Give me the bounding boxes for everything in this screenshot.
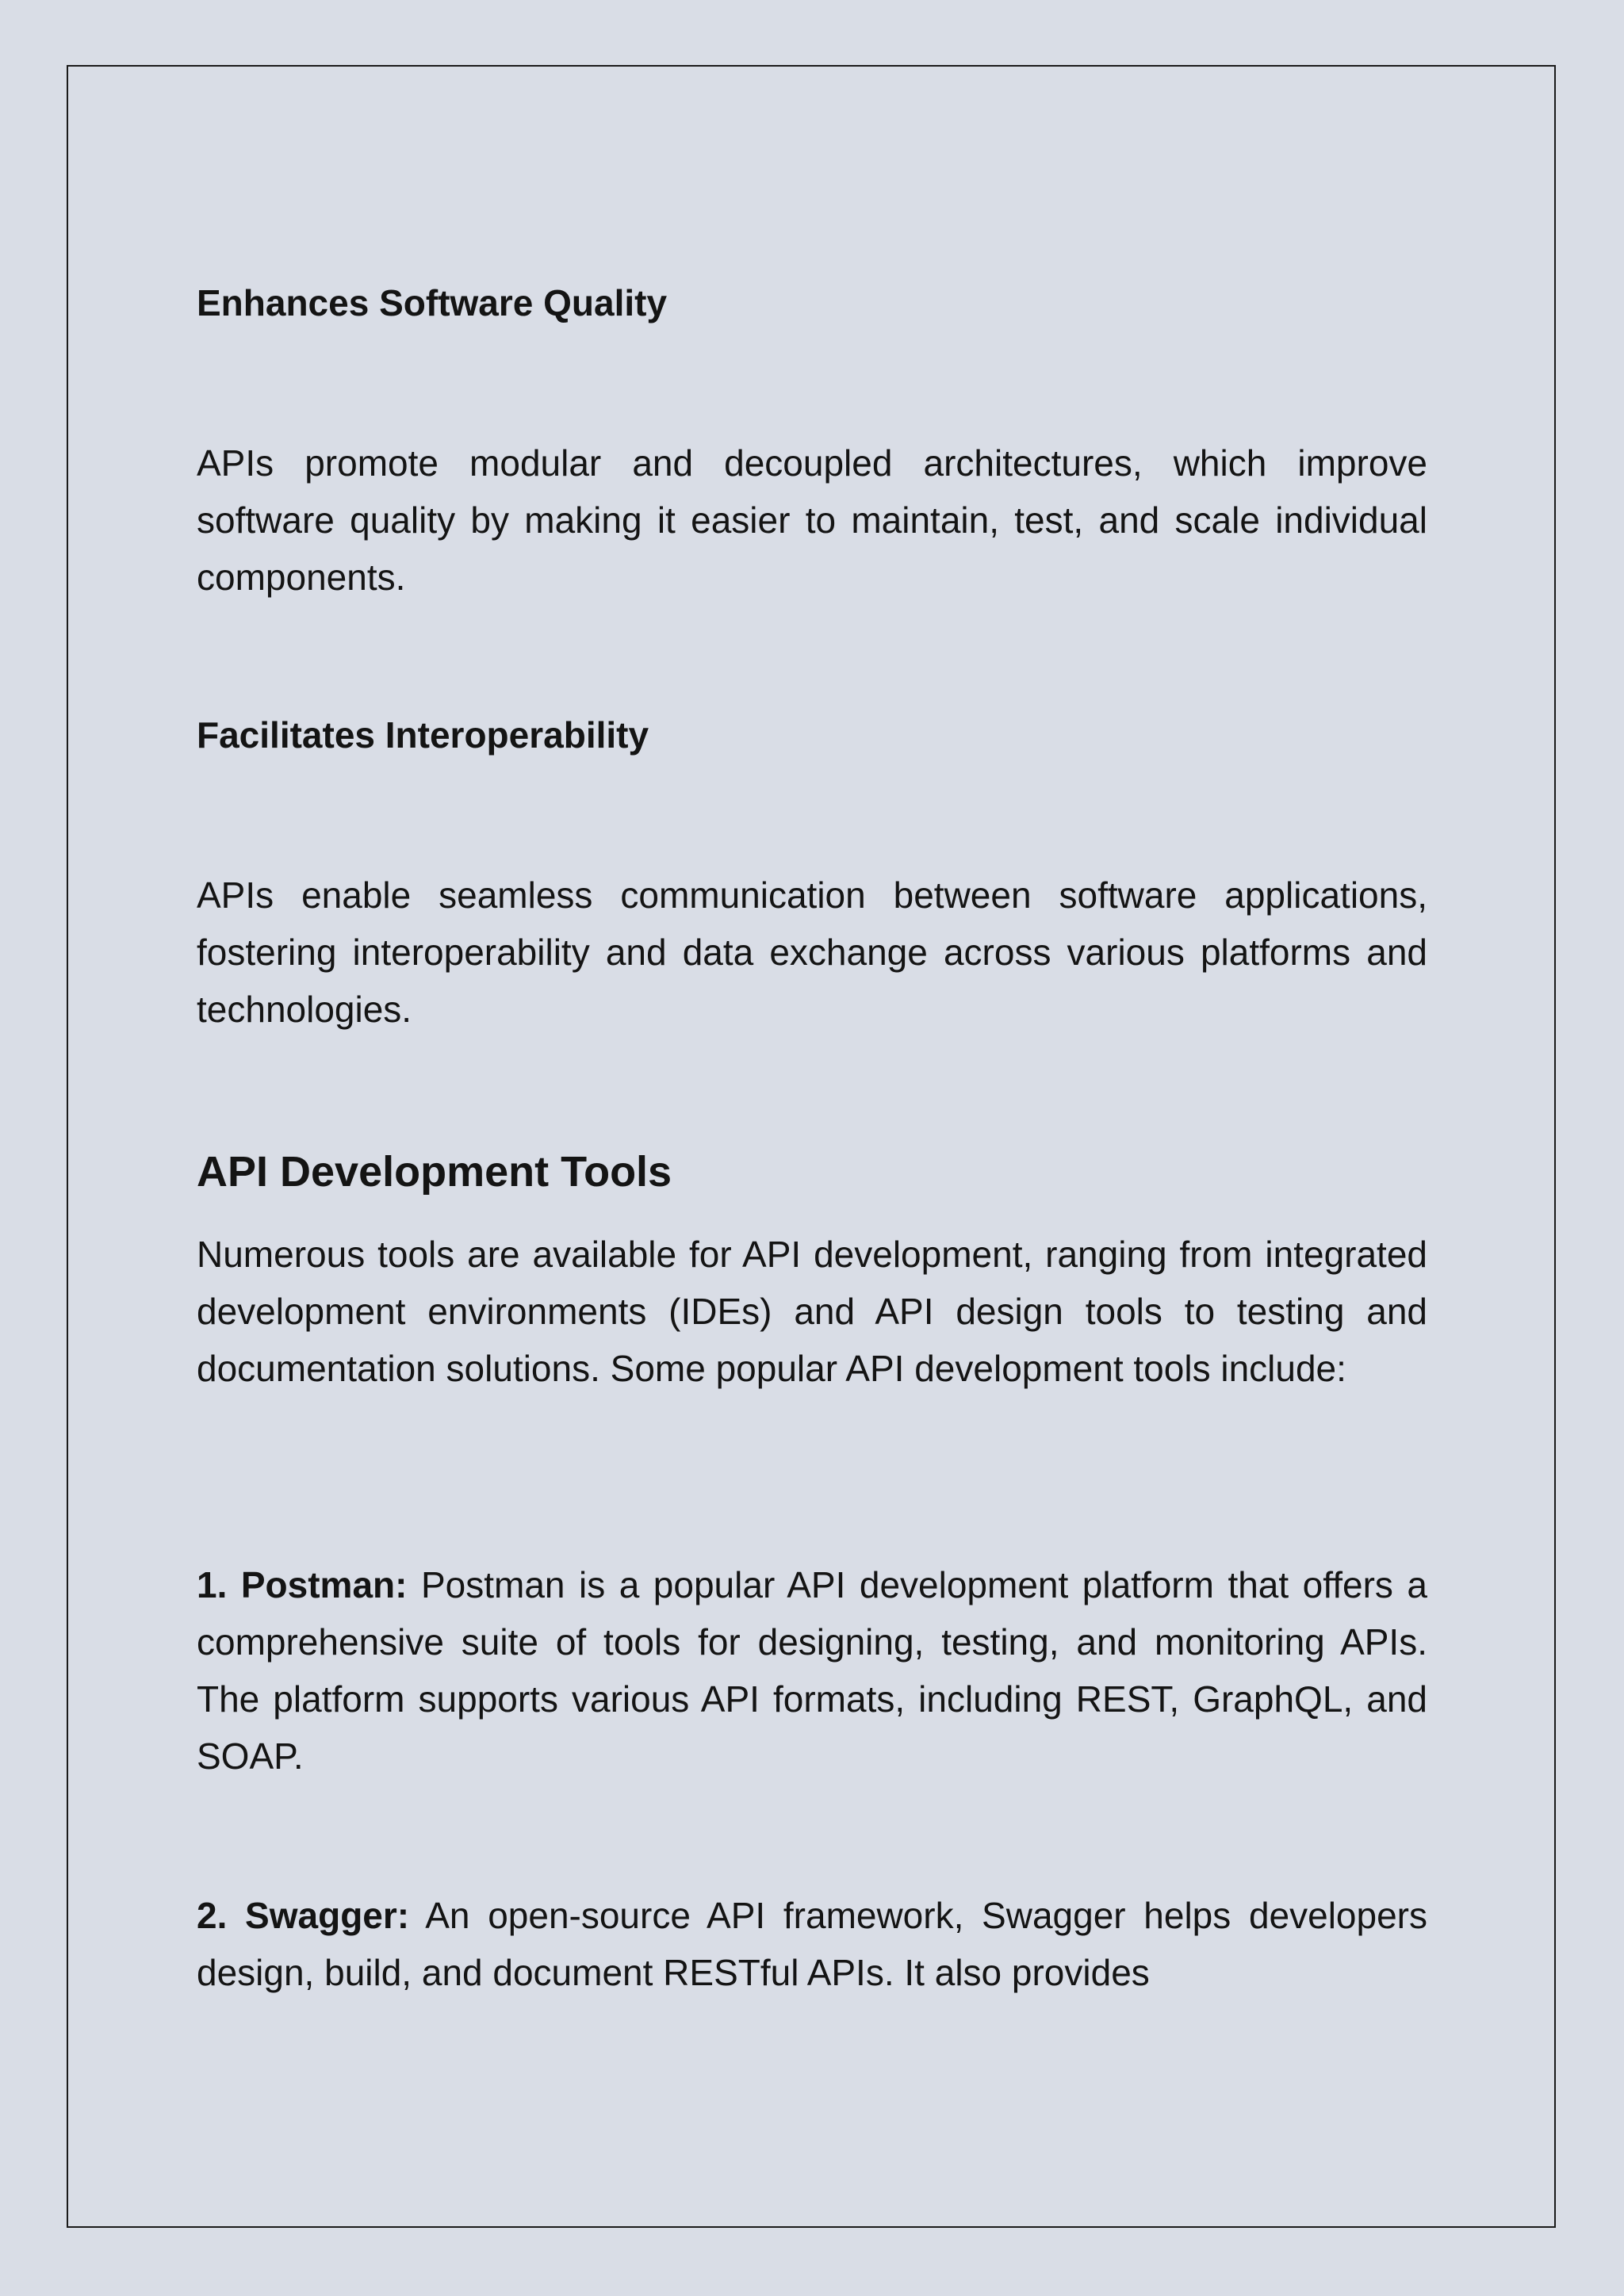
list-item-postman [197,1556,1427,1785]
list-item-swagger [197,1887,1427,2001]
section-heading-interoperability: Facilitates Interoperability [197,714,649,756]
list-item-text: Postman is a popular API development platform that offers a comprehensive suite of tools for designing, testing, and monitoring APIs. The platform supports various API formats, including REST, GraphQL, and SOAP. [197,1564,1427,1777]
section-heading-software-quality: Enhances Software Quality [197,282,668,323]
list-item-lead: 1. Postman: [197,1564,408,1605]
section-heading-api-tools: API Development Tools [197,1148,672,1196]
paragraph-software-quality: APIs promote modular and decoupled architectures, which improve software quality by making it easier to maintain, test, and scale individual components. [197,442,1427,598]
paragraph-api-tools-intro: Numerous tools are available for API development, ranging from integrated development environments (IDEs) and API design tools to testing and documentation solutions. Some popular API development tools include: [197,1234,1427,1389]
list-item-text: An open-source API framework, Swagger helps developers design, build, and document RESTful APIs. It also provides [197,1895,1427,1993]
list-item-lead: 2. Swagger: [197,1895,410,1936]
paragraph-interoperability: APIs enable seamless communication between software applications, fostering interoperability and data exchange across various platforms and technologies. [197,874,1427,1030]
